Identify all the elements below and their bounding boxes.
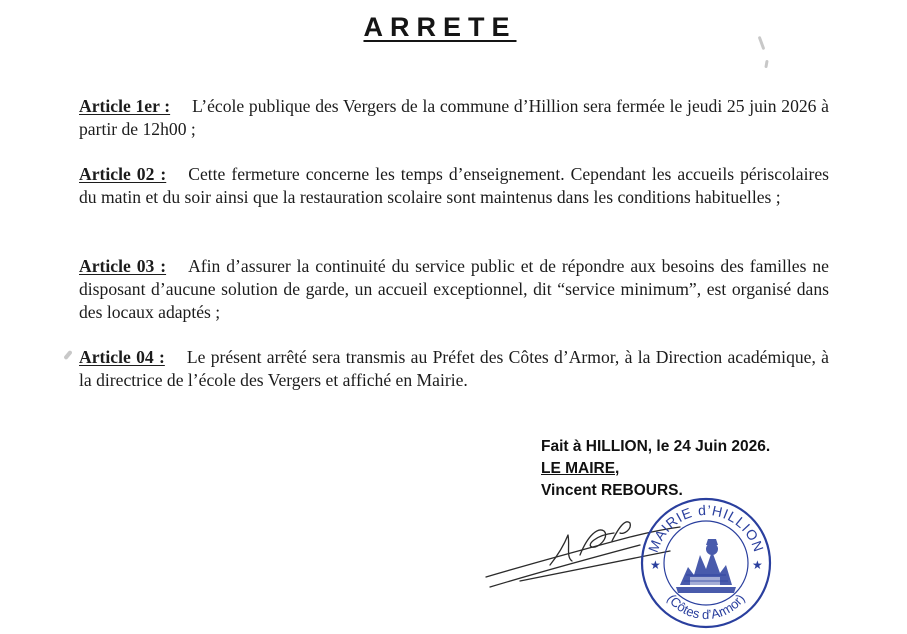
article-1-text: L’école publique des Vergers de la commune d’Hillion sera fermée le jeudi 25 juin 2026 à partir de 12h00 ; [79, 96, 829, 139]
article-2 [79, 163, 829, 209]
article-2-label: Article 02 : [79, 164, 167, 184]
official-stamp [636, 495, 776, 631]
article-1-label: Article 1er : [79, 96, 171, 116]
article-3 [79, 255, 829, 324]
svg-text:★: ★ [752, 558, 763, 572]
article-2-text: Cette fermeture concerne les temps d’enseignement. Cependant les accueils périscolaires du matin et du soir ainsi que la restauration scolaire sont maintenus dans les conditions habituelles ; [79, 164, 829, 207]
signature-place-date: Fait à HILLION, le 24 Juin 2026. [541, 438, 771, 455]
svg-text:MAIRIE d’HILLION [645, 502, 767, 555]
signature-name: Vincent REBOURS. [541, 482, 683, 499]
scan-mark [63, 350, 72, 360]
svg-text:(Côtes d’Armor) [664, 591, 747, 622]
stamp-top-text: MAIRIE d’HILLION [644, 501, 768, 555]
document-title: ARRETE [363, 12, 517, 42]
scan-mark [764, 60, 768, 68]
article-1 [79, 95, 829, 141]
article-4-text: Le présent arrêté sera transmis au Préfet des Côtes d’Armor, à la Direction académique, à la directrice de l’école des Vergers et affiché en Mairie. [79, 347, 829, 390]
article-4 [79, 346, 829, 392]
svg-text:★: ★ [650, 558, 661, 572]
signature-role: LE MAIRE, [541, 460, 620, 477]
article-3-label: Article 03 : [79, 256, 167, 276]
stamp-bottom-text: (Côtes d’Armor) [664, 591, 748, 623]
article-4-label: Article 04 : [79, 347, 165, 367]
article-3-text: Afin d’assurer la continuité du service public et de répondre aux besoins des familles ne disposant d’aucune solution de garde, un accueil exceptionnel, dit “service minimum”, est organisé dans des locaux adaptés ; [79, 256, 829, 322]
signature-block [541, 436, 770, 502]
